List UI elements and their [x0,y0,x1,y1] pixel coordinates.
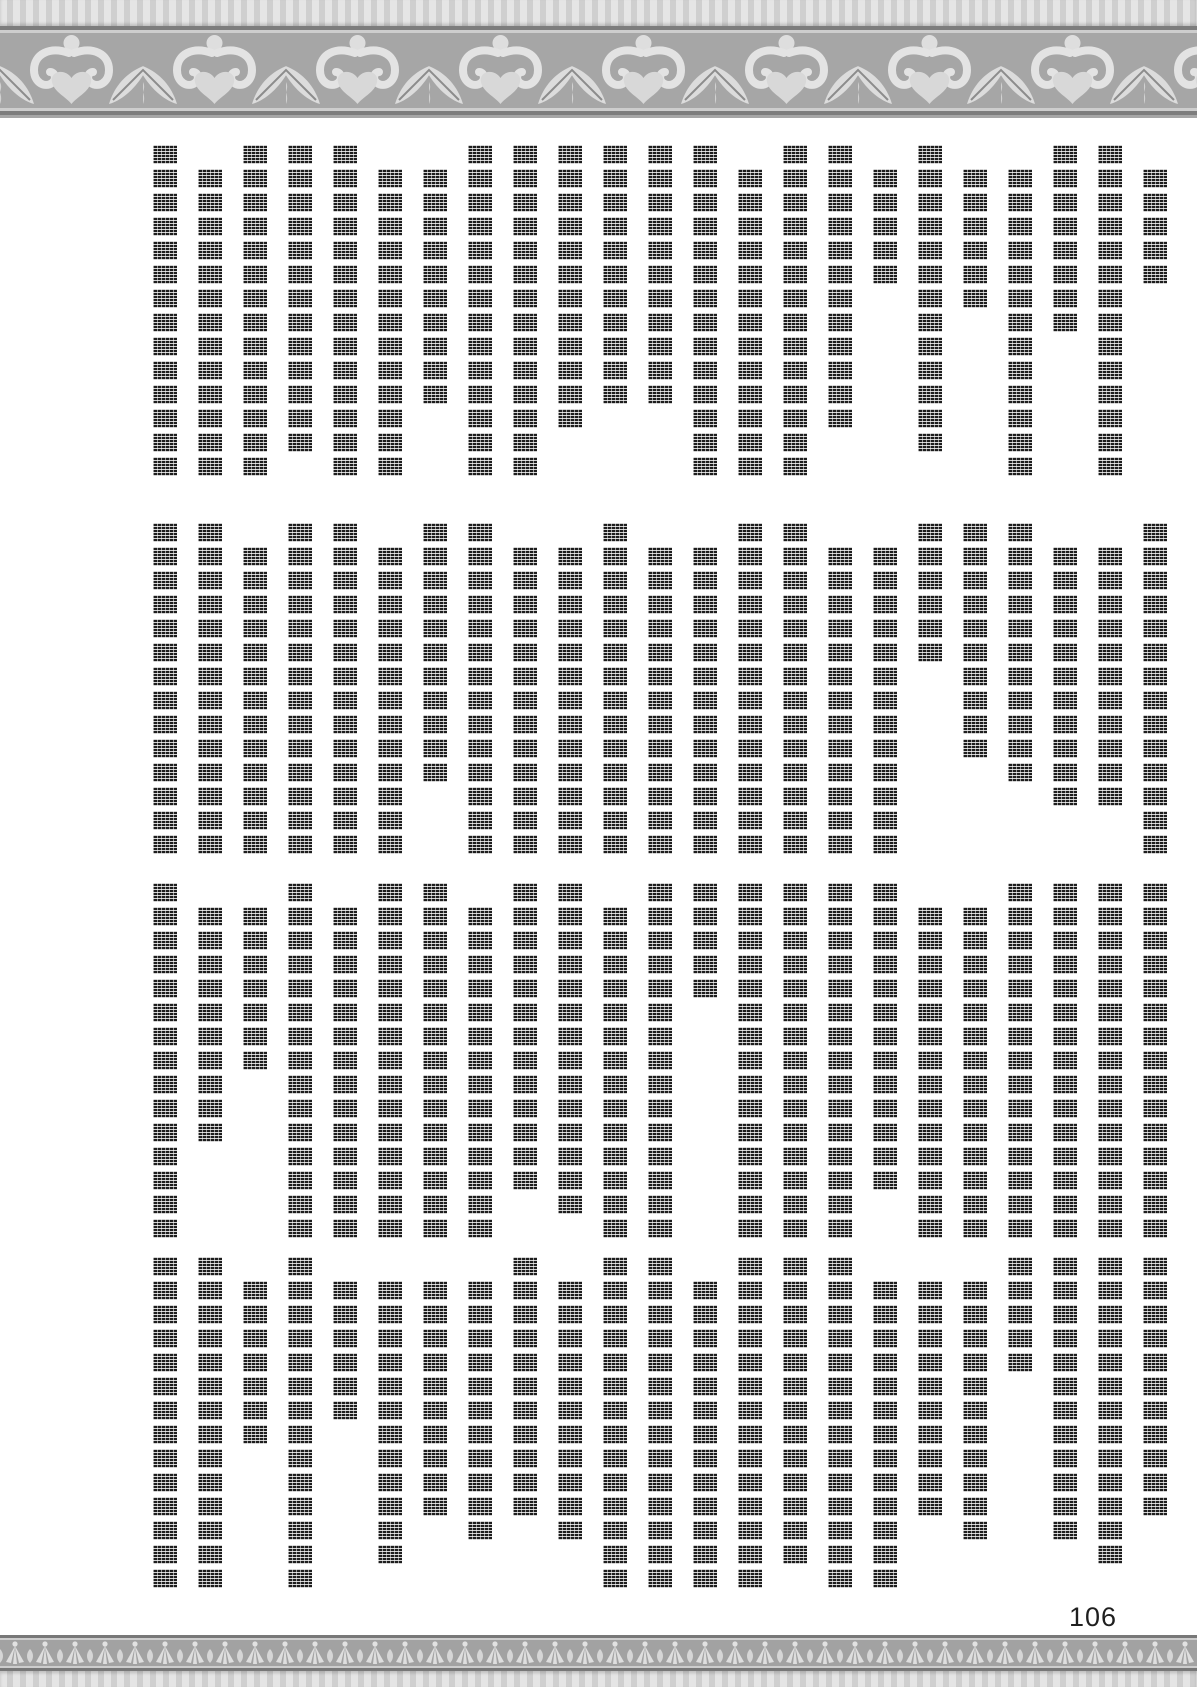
redacted-text-column [558,547,582,854]
redacted-text-column [333,907,357,1238]
redacted-text-column [738,1257,762,1588]
redacted-text-column [1053,1257,1077,1540]
redacted-text-column [1008,883,1032,1238]
redacted-text-column [558,145,582,428]
redacted-text-column [693,883,717,998]
redacted-text-column [783,883,807,1238]
redacted-text-column [828,883,852,1238]
redacted-text-column [198,907,222,1142]
redacted-text-column [693,145,717,476]
redacted-text-column [153,523,177,854]
redacted-text-column [423,523,447,782]
redacted-text-column [1143,883,1167,1238]
redacted-text-column [738,883,762,1238]
redacted-text-column [288,523,312,854]
redacted-text-column [153,883,177,1238]
redacted-text-column [513,883,537,1190]
redacted-text-column [828,547,852,854]
redacted-text-column [288,1257,312,1588]
redacted-text-column [468,145,492,476]
redacted-text-column [243,1281,267,1444]
ornamental-border-bottom [0,1635,1197,1671]
redacted-text-column [648,145,672,404]
redacted-text-column [603,1257,627,1588]
redacted-text-column [288,145,312,452]
redacted-text-column [198,523,222,854]
redacted-text-column [153,145,177,476]
redacted-text-column [1008,1257,1032,1372]
redacted-text-column [1008,523,1032,782]
redacted-text-column [693,547,717,854]
redacted-text-column [603,907,627,1238]
redacted-text-column [1143,169,1167,284]
redacted-text-column [1143,1257,1167,1516]
redacted-text-column [333,523,357,854]
redacted-text-column [468,1281,492,1540]
redacted-text-column [918,523,942,662]
redacted-text-column [333,1281,357,1420]
redacted-text-column [468,523,492,854]
text-band-3 [135,883,1167,1237]
redacted-text-column [918,907,942,1238]
redacted-text-column [828,145,852,428]
redacted-text-column [963,523,987,758]
redacted-text-column [1053,145,1077,332]
redacted-text-column [603,145,627,404]
redacted-text-column [378,547,402,854]
redacted-text-column [738,169,762,476]
redacted-text-column [378,1281,402,1564]
text-band-4 [135,1257,1167,1600]
redacted-text-column [333,145,357,476]
redacted-text-column [513,547,537,854]
redacted-text-column [963,169,987,308]
redacted-text-column [1098,1257,1122,1564]
ornamental-border-top [0,26,1197,118]
redacted-text-column [1098,547,1122,806]
redacted-text-column [918,1281,942,1516]
redacted-text-column [963,907,987,1238]
redacted-text-column [648,547,672,854]
redacted-text-column [1008,169,1032,476]
redacted-text-column [963,1281,987,1540]
redacted-text-column [243,547,267,854]
redacted-text-column [513,145,537,476]
redacted-text-column [648,1257,672,1588]
redacted-text-column [918,145,942,452]
redacted-text-column [693,1281,717,1588]
redacted-text-column [783,1257,807,1564]
redacted-text-column [1098,145,1122,476]
redacted-text-column [873,547,897,854]
redacted-text-column [873,883,897,1190]
text-band-1 [135,145,1167,483]
redacted-text-column [153,1257,177,1588]
redacted-text-column [558,883,582,1214]
redacted-text-column [1053,883,1077,1238]
redacted-text-column [873,169,897,284]
redacted-text-column [603,523,627,854]
paper-edge-bottom [0,1671,1197,1687]
redacted-text-column [198,1257,222,1588]
redacted-text-column [513,1257,537,1516]
redacted-text-column [378,169,402,476]
redacted-text-column [468,907,492,1238]
page-number: 106 [1068,1602,1117,1632]
redacted-text-column [423,169,447,404]
redacted-text-column [1053,547,1077,806]
text-band-2 [135,523,1167,857]
redacted-text-column [423,1281,447,1516]
redacted-text-column [423,883,447,1238]
redacted-text-column [783,523,807,854]
redacted-text-column [648,883,672,1238]
redacted-text-column [783,145,807,476]
redacted-text-column [378,883,402,1238]
redacted-text-column [198,169,222,476]
redacted-text-column [558,1281,582,1540]
redacted-text-column [243,907,267,1070]
redacted-text-column [873,1281,897,1588]
redacted-text-column [1143,523,1167,854]
redacted-text-column [243,145,267,476]
redacted-text-column [1098,883,1122,1238]
redacted-text-column [738,523,762,854]
redacted-text-column [828,1257,852,1588]
redacted-text-column [288,883,312,1238]
paper-edge-top [0,0,1197,26]
